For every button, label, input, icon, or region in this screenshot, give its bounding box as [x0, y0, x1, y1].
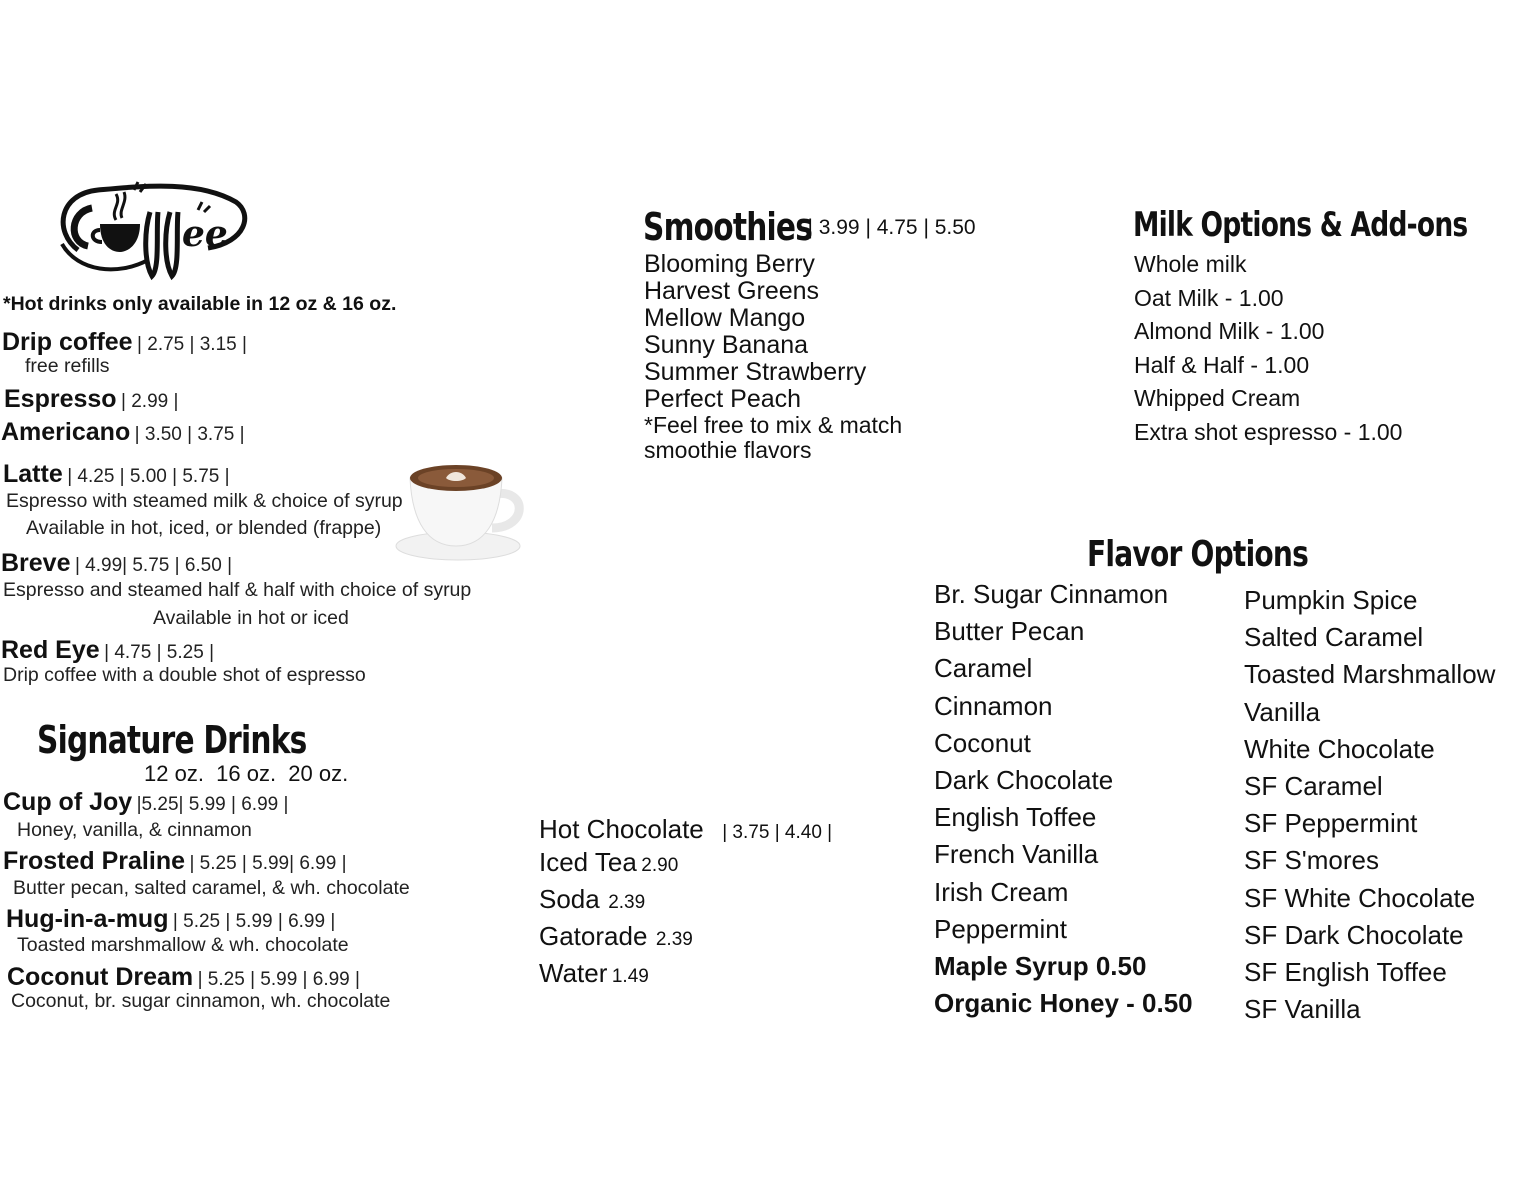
flavor-column-1: [934, 576, 1193, 1022]
item-prices: | 4.75 | 5.25 |: [104, 642, 215, 663]
menu-item-espresso: [4, 385, 178, 414]
item-prices: | 4.25 | 5.00 | 5.75 |: [67, 466, 230, 487]
svg-text:ee: ee: [182, 213, 228, 255]
smoothie-item: Summer Strawberry: [644, 358, 867, 386]
flavor-item: Toasted Marshmallow: [1244, 659, 1496, 690]
drink-name: Gatorade: [539, 921, 648, 951]
flavor-item: SF S'mores: [1244, 845, 1379, 876]
item-description: free refills: [25, 355, 110, 377]
menu-item-frosted-praline: [3, 847, 347, 876]
drink-hot-chocolate: [539, 814, 832, 845]
menu-item-hug-in-a-mug: [6, 905, 335, 934]
drink-name: Iced Tea: [539, 847, 637, 877]
smoothie-list: [644, 251, 902, 463]
item-prices: | 5.25 | 5.99| 6.99 |: [189, 853, 347, 874]
milk-options-heading: Milk Options & Add-ons: [1133, 205, 1468, 245]
drink-gatorade: [539, 921, 693, 952]
flavor-item: SF Dark Chocolate: [1244, 919, 1464, 950]
menu-item-red-eye: [1, 636, 214, 665]
item-name: Frosted Praline: [3, 847, 185, 875]
smoothies-heading: Smoothies: [643, 205, 813, 249]
item-description: Available in hot, iced, or blended (frappe): [26, 517, 382, 539]
menu-item-drip-coffee: [2, 328, 247, 357]
flavor-item: SF Peppermint: [1244, 808, 1418, 839]
drink-soda: [539, 884, 645, 915]
flavor-item: White Chocolate: [1244, 733, 1435, 764]
item-name: Coconut Dream: [7, 963, 194, 991]
smoothie-item: Perfect Peach: [644, 385, 802, 413]
item-description: Butter pecan, salted caramel, & wh. chocolate: [13, 877, 410, 899]
flavor-item: Vanilla: [1244, 696, 1321, 727]
flavor-item-premium: Maple Syrup 0.50: [934, 951, 1147, 982]
flavor-item: Cinnamon: [934, 690, 1053, 721]
signature-drinks-heading: Signature Drinks: [37, 718, 307, 762]
item-name: Drip coffee: [2, 328, 133, 356]
menu-item-cup-of-joy: [3, 788, 288, 817]
smoothie-item: Harvest Greens: [644, 277, 820, 305]
flavor-item: SF Caramel: [1244, 771, 1383, 802]
menu-item-coconut-dream: [7, 963, 360, 992]
flavor-item: Irish Cream: [934, 876, 1069, 907]
milk-option: Oat Milk - 1.00: [1134, 284, 1284, 311]
item-description: Toasted marshmallow & wh. chocolate: [17, 934, 349, 956]
size-labels: 12 oz. 16 oz. 20 oz.: [144, 761, 349, 786]
drink-name: Hot Chocolate: [539, 814, 704, 844]
item-prices: | 5.25 | 5.99 | 6.99 |: [197, 969, 360, 990]
item-prices: |5.25| 5.99 | 6.99 |: [136, 794, 289, 815]
menu-item-breve: [1, 549, 232, 578]
drink-water: [539, 958, 649, 989]
flavor-item: Peppermint: [934, 913, 1067, 944]
item-prices: | 2.99 |: [121, 391, 179, 412]
item-prices: | 3.50 | 3.75 |: [134, 424, 245, 445]
flavor-item: Br. Sugar Cinnamon: [934, 579, 1169, 609]
milk-option: Half & Half - 1.00: [1134, 351, 1310, 378]
smoothies-header: [643, 205, 976, 249]
item-name: Breve: [1, 549, 71, 577]
drink-name: Water: [539, 958, 608, 988]
item-name: Cup of Joy: [3, 788, 133, 816]
hot-drinks-note: *Hot drinks only available in 12 oz & 16 oz.: [3, 293, 397, 315]
item-name: Hug-in-a-mug: [6, 905, 169, 933]
drink-price: 2.39: [608, 892, 646, 913]
drink-price: 1.49: [611, 966, 649, 987]
item-prices: | 5.25 | 5.99 | 6.99 |: [172, 911, 336, 932]
coffee-logo: [48, 172, 252, 284]
flavor-item: SF White Chocolate: [1244, 882, 1476, 913]
flavor-item: SF English Toffee: [1244, 957, 1447, 988]
milk-option: Whipped Cream: [1134, 385, 1301, 412]
smoothie-note: *Feel free to mix & match: [644, 412, 903, 438]
menu-item-americano: [1, 418, 245, 447]
flavor-item: Coconut: [934, 727, 1031, 758]
milk-option: Whole milk: [1134, 251, 1247, 277]
drink-iced-tea: [539, 847, 678, 878]
item-prices: | 4.99| 5.75 | 6.50 |: [74, 555, 233, 576]
item-description: Drip coffee with a double shot of espresso: [3, 664, 366, 686]
drink-name: Soda: [539, 884, 600, 914]
flavor-item: Salted Caramel: [1244, 622, 1424, 653]
smoothie-note: smoothie flavors: [644, 437, 812, 463]
item-description: Espresso with steamed milk & choice of syrup: [6, 490, 403, 512]
flavor-item: Dark Chocolate: [934, 765, 1114, 796]
flavor-item: SF Vanilla: [1244, 994, 1361, 1025]
item-description: Honey, vanilla, & cinnamon: [17, 819, 252, 841]
menu-item-latte: [3, 460, 230, 489]
smoothie-item: Sunny Banana: [644, 331, 809, 359]
smoothie-item: Blooming Berry: [644, 250, 815, 278]
flavor-item: Pumpkin Spice: [1244, 585, 1418, 615]
item-name: Latte: [3, 460, 63, 488]
item-prices: | 2.75 | 3.15 |: [137, 334, 247, 355]
flavor-item: English Toffee: [934, 802, 1097, 833]
item-name: Americano: [1, 418, 131, 446]
flavor-item-premium: Organic Honey - 0.50: [934, 988, 1193, 1019]
smoothie-item: Mellow Mango: [644, 304, 806, 332]
item-name: Red Eye: [1, 636, 100, 664]
flavor-item: Caramel: [934, 653, 1033, 684]
item-description: Espresso and steamed half & half with choice of syrup: [3, 579, 472, 601]
flavor-item: Butter Pecan: [934, 616, 1085, 647]
milk-option: Almond Milk - 1.00: [1134, 318, 1325, 345]
drink-price: 2.90: [641, 855, 679, 876]
milk-options-list: [1134, 248, 1402, 450]
smoothie-prices: | 3.99 | 4.75 | 5.50: [807, 216, 976, 239]
item-description: Coconut, br. sugar cinnamon, wh. chocolate: [11, 990, 391, 1012]
drink-price: 2.39: [655, 929, 693, 950]
flavor-item: French Vanilla: [934, 839, 1099, 870]
drink-price: | 3.75 | 4.40 |: [722, 822, 833, 843]
milk-option: Extra shot espresso - 1.00: [1134, 418, 1403, 445]
flavor-column-2: [1244, 582, 1495, 1028]
item-description: Available in hot or iced: [153, 607, 349, 629]
item-name: Espresso: [4, 385, 117, 413]
flavor-options-heading: Flavor Options: [1087, 534, 1309, 575]
